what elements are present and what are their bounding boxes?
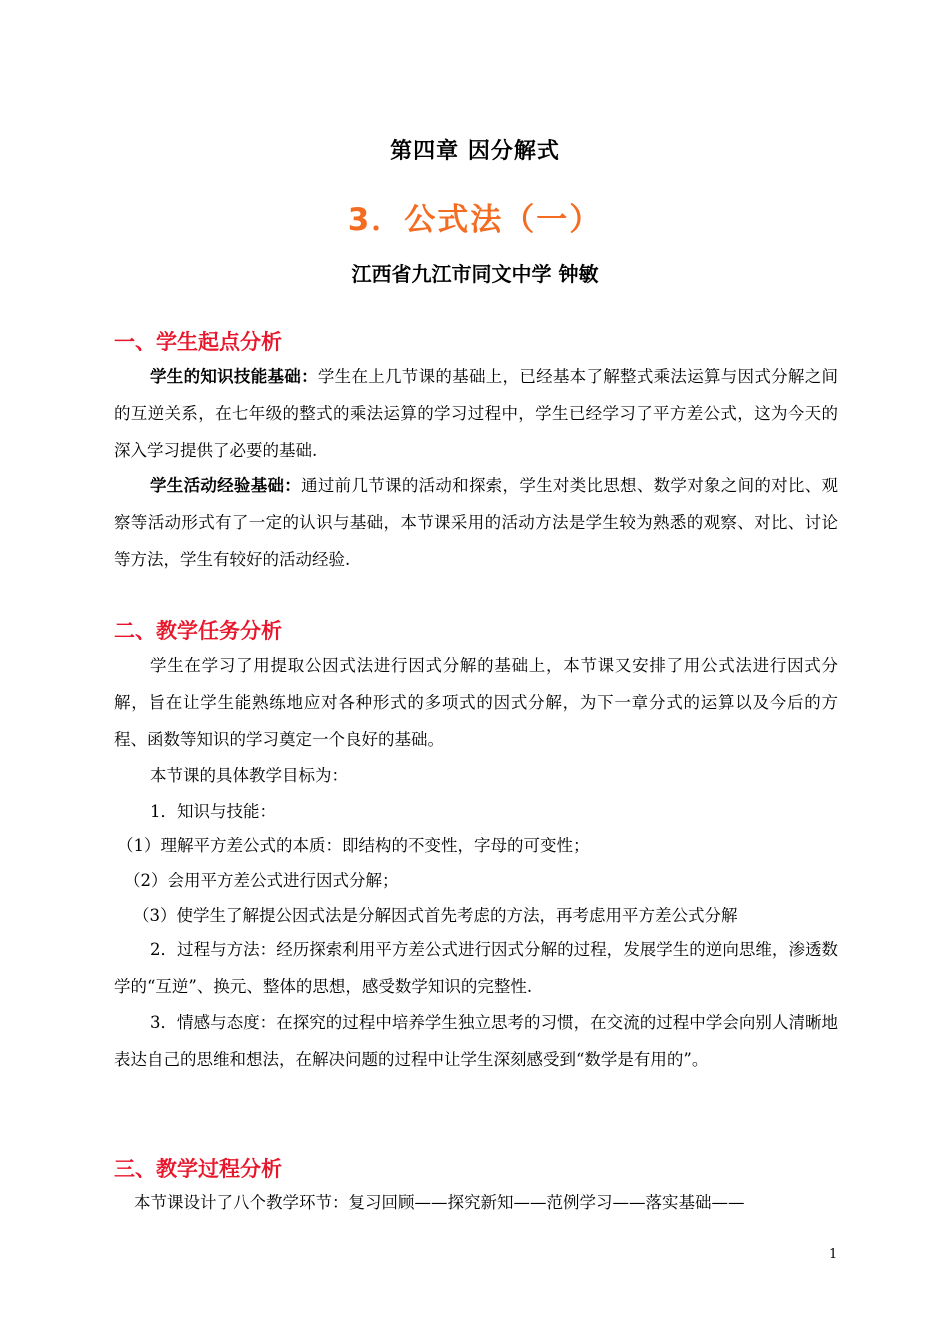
experience-text: 通过前几节课的活动和探索，学生对类比思想、数学对象之间的对比、观察等活动形式有了一定的认识与基础，本节课采用的活动方法是学生较为熟悉的观察、对比、讨论等方法，学生有较好的活动经验. — [114, 476, 839, 569]
goal-process-method: 2．过程与方法：经历探索利用平方差公式进行因式分解的过程，发展学生的逆向思维，渗透数学的“互逆”、换元、整体的思想，感受数学知识的完整性. — [114, 940, 838, 996]
goals-intro: 本节课的具体教学目标为： — [150, 766, 348, 785]
section1-heading: 一、学生起点分析 — [114, 330, 282, 354]
lesson-title: 3．公式法（一） — [347, 202, 603, 238]
knowledge-label: 学生的知识技能基础： — [150, 367, 318, 386]
section2-paragraph: 学生在学习了用提取公因式法进行因式分解的基础上，本节课又安排了用公式法进行因式分解，旨在让学生能熟练地应对各种形式的多项式的因式分解，为下一章分式的运算以及今后的方程、函数等知识的学习奠定一个良好的基础。 — [114, 656, 838, 749]
goal-item-2: （2）会用平方差公式进行因式分解； — [124, 871, 399, 890]
goal-emotion-attitude: 3．情感与态度：在探究的过程中培养学生独立思考的习惯，在交流的过程中学会向别人清晰地表达自己的思维和想法，在解决问题的过程中让学生深刻感受到“数学是有用的”。 — [114, 1013, 838, 1069]
chapter-title: 第四章 因分解式 — [390, 139, 560, 164]
author-line: 江西省九江市同文中学 钟敏 — [351, 262, 599, 286]
section2-heading: 二、教学任务分析 — [114, 619, 282, 643]
goal-item-1: （1）理解平方差公式的本质：即结构的不变性，字母的可变性； — [117, 836, 590, 855]
goal-item-3: （3）使学生了解提公因式法是分解因式首先考虑的方法，再考虑用平方差公式分解 — [133, 906, 738, 925]
knowledge-text: 学生在上几节课的基础上，已经基本了解整式乘法运算与因式分解之间的互逆关系，在七年级的整式的乘法运算的学习过程中，学生已经学习了平方差公式，这为今天的深入学习提供了必要的基础. — [114, 367, 839, 460]
section1-paragraph-knowledge — [114, 358, 838, 469]
section3-paragraph: 本节课设计了八个教学环节：复习回顾——探究新知——范例学习——落实基础—— — [134, 1193, 745, 1212]
goal-knowledge-skills: 1．知识与技能： — [150, 802, 276, 821]
page-number: 1 — [829, 1247, 838, 1262]
experience-label: 学生活动经验基础： — [150, 476, 302, 495]
section3-heading: 三、教学过程分析 — [114, 1157, 282, 1181]
section1-paragraph-experience — [114, 467, 838, 578]
